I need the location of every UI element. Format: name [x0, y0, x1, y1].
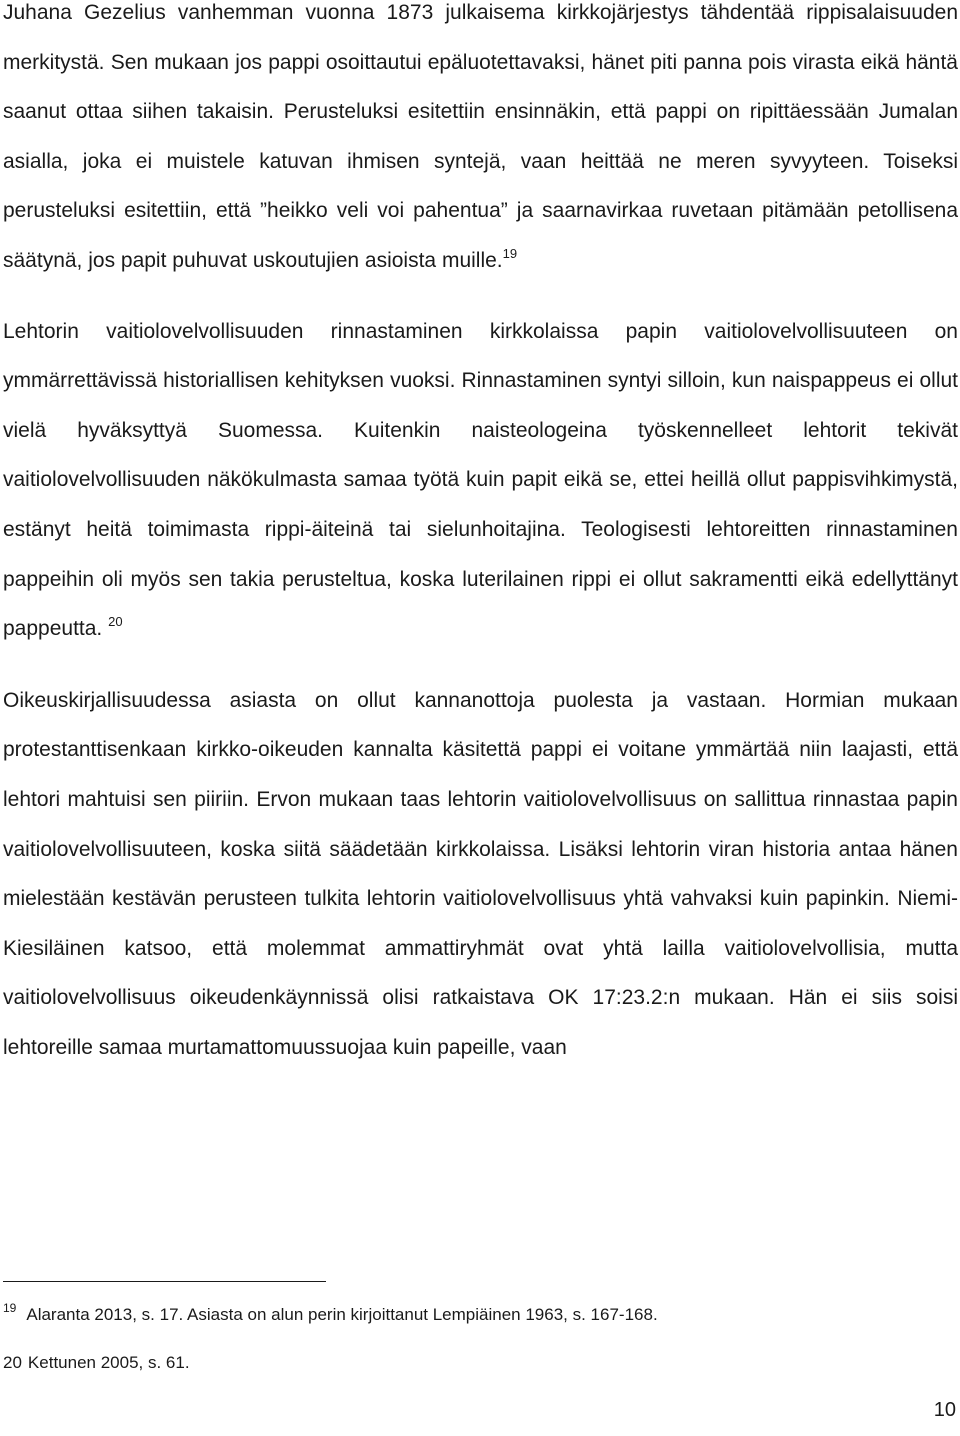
footnote-19-text: Alaranta 2013, s. 17. Asiasta on alun perin kirjoittanut Lempiäinen 1963, s. 167-168.	[26, 1305, 658, 1324]
paragraph-3	[3, 676, 958, 1073]
footnote-20-text: Kettunen 2005, s. 61.	[27, 1353, 190, 1372]
footnote-ref-20: 20	[108, 614, 123, 630]
footnote-19	[3, 1297, 658, 1326]
paragraph-2-text: Lehtorin vaitiolovelvollisuuden rinnastaminen kirkkolaissa papin vaitiolovelvollisuuteen on ymmärrettävissä historiallisen kehityksen vuoksi. Rinnastaminen syntyi silloin, kun naispappeus ei ollut vielä hyväksyttyä Suomessa. Kuitenkin naisteologeina työskennelleet lehtorit tekivät vaitiolovelvollisuuden näkökulmasta samaa työtä kuin papit eikä se, ettei heillä ollut pappisvihkimystä, estänyt heitä toimimasta rippi-äiteinä tai sielunhoitajina. Teologisesti lehtoreitten rinnastaminen pappeihin oli myös sen takia perusteltua, koska luterilainen rippi ei ollut sakramentti eikä edellyttänyt pappeutta.	[3, 319, 958, 641]
paragraph-3-text: Oikeuskirjallisuudessa asiasta on ollut kannanottoja puolesta ja vastaan. Hormian mukaan protestanttisenkaan kirkko-oikeuden kannalta käsitettä pappi ei voitane ymmärtää niin laajasti, että lehtori mahtuisi sen piiriin. Ervon mukaan taas lehtorin vaitiolovelvollisuus on sallittua rinnastaa papin vaitiolovelvollisuuteen, koska siitä säädetään kirkkolaissa. Lisäksi lehtorin viran historia antaa hänen mielestään kestävän perusteen tulkita lehtorin vaitiolovelvollisuus yhtä vahvaksi kuin papinkin. Niemi-Kiesiläinen katsoo, että molemmat ammattiryhmät ovat yhtä lailla vaitiolovelvollisia, mutta vaitiolovelvollisuus oikeudenkäynnissä olisi ratkaistava OK 17:23.2:n mukaan. Hän ei siis soisi lehtoreille samaa murtamattomuussuojaa kuin papeille, vaan	[3, 688, 958, 1059]
page-number: 10	[933, 1399, 956, 1421]
footnote-20	[3, 1352, 190, 1374]
footnote-ref-19: 19	[502, 245, 518, 261]
paragraph-1	[3, 0, 958, 286]
footnote-20-number: 20	[3, 1353, 22, 1372]
paragraph-2	[3, 307, 958, 654]
footnote-separator	[3, 1281, 326, 1282]
footnote-19-number: 19	[3, 1301, 17, 1315]
paragraph-1-text: Juhana Gezelius vanhemman vuonna 1873 julkaisema kirkkojärjestys tähdentää rippisalaisuuden merkitystä. Sen mukaan jos pappi osoittautui epäluotettavaksi, hänet piti panna pois virasta eikä häntä saanut ottaa siihen takaisin. Perusteluksi esitettiin ensinnäkin, että pappi on ripittäessään Jumalan asialla, joka ei muistele katuvan ihmisen syntejä, vaan heittää ne meren syvyyteen. Toiseksi perusteluksi esitettiin, että ”heikko veli voi pahentua” ja saarnavirkaa ruvetaan pitämään petollisena säätynä, jos papit puhuvat uskoutujien asioista muille.	[3, 1, 958, 272]
